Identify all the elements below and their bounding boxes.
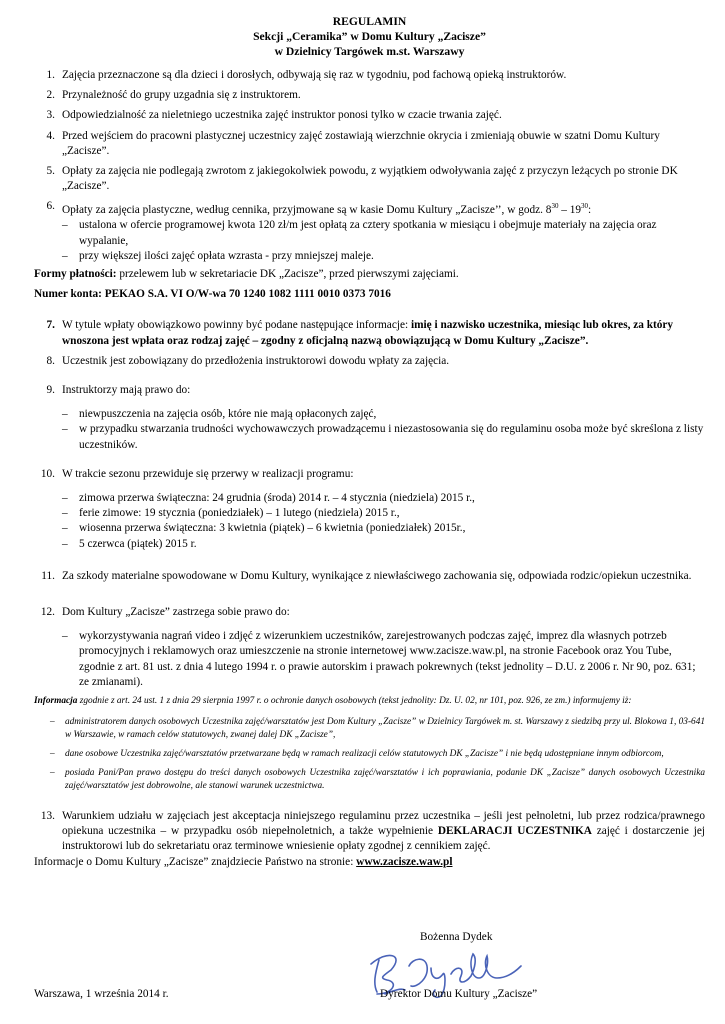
rule-1: 1. Zajęcia przeznaczone są dla dzieci i dorosłych, odbywają się raz w tygodniu, pod fachową opieką instruktorów. [46,69,567,81]
rule-9-bullet-1: – niewpuszczenia na zajęcia osób, które nie mają opłaconych zajęć, [62,408,377,421]
rule-10-bullet-3: – wiosenna przerwa świąteczna: 3 kwietnia (piątek) – 6 kwietnia (poniedziałek) 2015r., [62,522,466,535]
rule-5: 5. Opłaty za zajęcia nie podlegają zwrotom z jakiegokolwiek powodu, z wyjątkiem odwoływania zajęć z przyczyn leżących po stronie DK „Zacisze”. [46,165,678,193]
gdpr-bullet-2: – dane osobowe Uczestnika zajęć/warsztatów przetwarzane będą w ramach realizacji celów statutowych DK „Zacisze” i nie będą udostępniane innym odbiorcom, [50,749,664,760]
rule-12: 12. Dom Kultury „Zacisze” zastrzega sobie prawo do: – wykorzystywania nagrań video i zdjęć z wizerunkiem uczestników, zarejestrowanych podczas zajęć, imprez dla własnych potrzeb promocyjnych i reklamowych oraz umieszczenie na stronie internetowej www.zacisze.waw.pl, na stronie Facebook oraz You Tube, zgodnie z art. 81 ust. z dnia 4 lutego 1994 r. o prawie autorskim i prawach pokrewnych (tekst jednolity – D.U. z 2006 r. Nr 90, poz. 631; ze zmianami). [34,605,705,690]
signer-name: Bożenna Dydek [420,931,493,943]
rule-10-bullet-2: – ferie zimowe: 19 stycznia (poniedziałek) – 1 lutego (niedziela) 2015 r., [62,507,400,520]
rule-12-bullet-1: – wykorzystywania nagrań video i zdjęć z wizerunkiem uczestników, zarejestrowanych podczas zajęć, imprez dla własnych potrzeb promocyjnych i reklamowych oraz umieszczenie na stronie internetowej www.zacisze.waw.pl, na stronie Facebook oraz You Tube, zgodnie z art. 81 ust. z dnia 4 lutego 1994 r. o prawie autorskim i prawach pokrewnych (tekst jednolity – D.U. z 2006 r. Nr 90, poz. 631; ze zmianami). [62,630,696,688]
rule-10-bullet-4: – 5 czerwca (piątek) 2015 r. [62,537,197,550]
gdpr-intro: Informacja zgodnie z art. 24 ust. 1 z dnia 29 sierpnia 1997 r. o ochronie danych osobowych (tekst jednolity: Dz. U. 02, nr 101, poz. 926, ze zm.) informujemy iż: [34,696,632,707]
rule-11: 11. Za szkody materialne spowodowane w Domu Kultury, wynikające z niewłaściwego zachowania się, odpowiada rodzic/opiekun uczestnika. [41,569,692,582]
handwritten-signature [365,944,538,1000]
rule-10: 10. W trakcie sezonu przewiduje się przerwy w realizacji programu: – zimowa przerwa świąteczna: 24 grudnia (środa) 2014 r. – 4 stycznia (niedziela) 2015 r., – ferie zimowe: 19 stycznia (poniedziałek) – 1 lutego (niedziela) 2015 r., – wiosenna przerwa świąteczna: 3 kwietnia (piątek) – 6 kwietnia (poniedziałek) 2015r., – 5 czerwca (piątek) 2015 r. [34,467,705,552]
signer-title: Dyrektor Domu Kultury „Zacisze” [380,988,538,1000]
gdpr-information [34,695,705,793]
gdpr-bullets [34,716,705,793]
rule-3: 3. Odpowiedzialność za nieletniego uczestnika zajęć instruktor ponosi tylko w czacie trwania zajęć. [46,109,502,122]
rule-2: 2. Przynależność do grupy uzgadnia się z instruktorem. [46,89,301,102]
website-link[interactable]: www.zacisze.waw.pl [356,855,453,868]
rule-10-bullet-1: – zimowa przerwa świąteczna: 24 grudnia (środa) 2014 r. – 4 stycznia (niedziela) 2015 r., [62,492,475,505]
rules-list [34,68,705,870]
rule-6-bullet-1: – ustalona w ofercie programowej kwota 120 zł/m jest opłatą za cztery spotkania w miesiącu i obejmuje materiały na zajęcia oraz wypalanie, [62,219,657,247]
rule-7: 7. W tytule wpłaty obowiązkowo powinny być podane następujące informacje: imię i nazwisko uczestnika, miesiąc lub okres, za który wnoszona jest wpłata oraz rodzaj zajęć – zgodny z oficjalną nazwą obowiązującą w Domu Kultury „Zacisze”. [46,319,674,347]
rule-6-bullet-2: – przy większej ilości zajęć opłata wzrasta - przy mniejszej maleje. [62,249,374,262]
document-title: REGULAMIN [332,15,407,28]
rule-4: 4. Przed wejściem do pracowni plastycznej uczestnicy zajęć zostawiają wierzchnie okrycia i zmieniają obuwie w szatni Domu Kultury „Zacisze”. [46,129,660,157]
rule-6: 6. Opłaty za zajęcia plastyczne, według cennika, przyjmowane są w kasie Domu Kultury „Zacisze’’, w godz. $8^{30} - 19^{30}$: – ustalona w ofercie programowej kwota 120 zł/m jest opłatą za cztery spotkania w miesiącu i obejmuje materiały na zajęcia oraz wypalanie, – przy większej ilości zajęć opłata wzrasta - przy mniejszej maleje. [34,199,705,264]
rule-9: 9. Instruktorzy mają prawo do: – niewpuszczenia na zajęcia osób, które nie mają opłaconych zajęć, – w przypadku stwarzania trudności wychowawczych prowadzącemu i niezastosowania się do regulaminu osoba może być skreślona z listy uczestników. [34,383,705,453]
rule-9-bullet-2: – w przypadku stwarzania trudności wychowawczych prowadzącemu i niezastosowania się do regulaminu osoba może być skreślona z listy uczestników. [62,423,704,451]
place-and-date: Warszawa, 1 września 2014 r. [34,988,169,1000]
rule-8: 8. Uczestnik jest zobowiązany do przedłożenia instruktorowi dowodu wpłaty za zajęcia. [46,354,450,367]
document-subtitle-1: Sekcji „Ceramika” w Domu Kultury „Zacisze” [253,30,486,43]
bank-account: Numer konta: PEKAO S.A. VI O/W-wa 70 1240 1082 1111 0010 0373 7016 [34,288,391,301]
website-info: Informacje o Domu Kultury „Zacisze” znajdziecie Państwo na stronie: www.zacisze.waw.pl [34,855,453,868]
rule-13: 13. Warunkiem udziału w zajęciach jest akceptacja niniejszego regulaminu przez uczestnika – jeśli jest pełnoletni, lub przez rodzica/prawnego opiekuna uczestnika – w przypadku osób niepełnoletnich, a także wypełnienie DEKLARACJI UCZESTNIKA zajęć i dostarczenie jej instruktorowi lub do sekretariatu oraz terminowe wniesienie opłaty zgodnej z cennikiem zajęć. [40,810,705,853]
gdpr-bullet-1: – administratorem danych osobowych Uczestnika zajęć/warsztatów jest Dom Kultury „Zacisze” w Dzielnicy Targówek m. st. Warszawy z siedzibą przy ul. Blokowa 1, 03-641 w Warszawie, w ramach celów statutowych, zwanej dalej DK „Zacisze”, [50,717,705,741]
gdpr-bullet-3: – posiada Pani/Pan prawo dostępu do treści danych osobowych Uczestnika zajęć/warsztatów i ich poprawiania, podanie DK „Zacisze” danych osobowych Uczestnika zajęć/warsztatów jest dobrowolne, ale stanowi warunek uczestnictwa. [50,768,705,792]
payment-forms: Formy płatności: przelewem lub w sekretariacie DK „Zacisze”, przed pierwszymi zajęciami. [34,268,459,280]
document-subtitle-2: w Dzielnicy Targówek m.st. Warszawy [274,45,465,58]
